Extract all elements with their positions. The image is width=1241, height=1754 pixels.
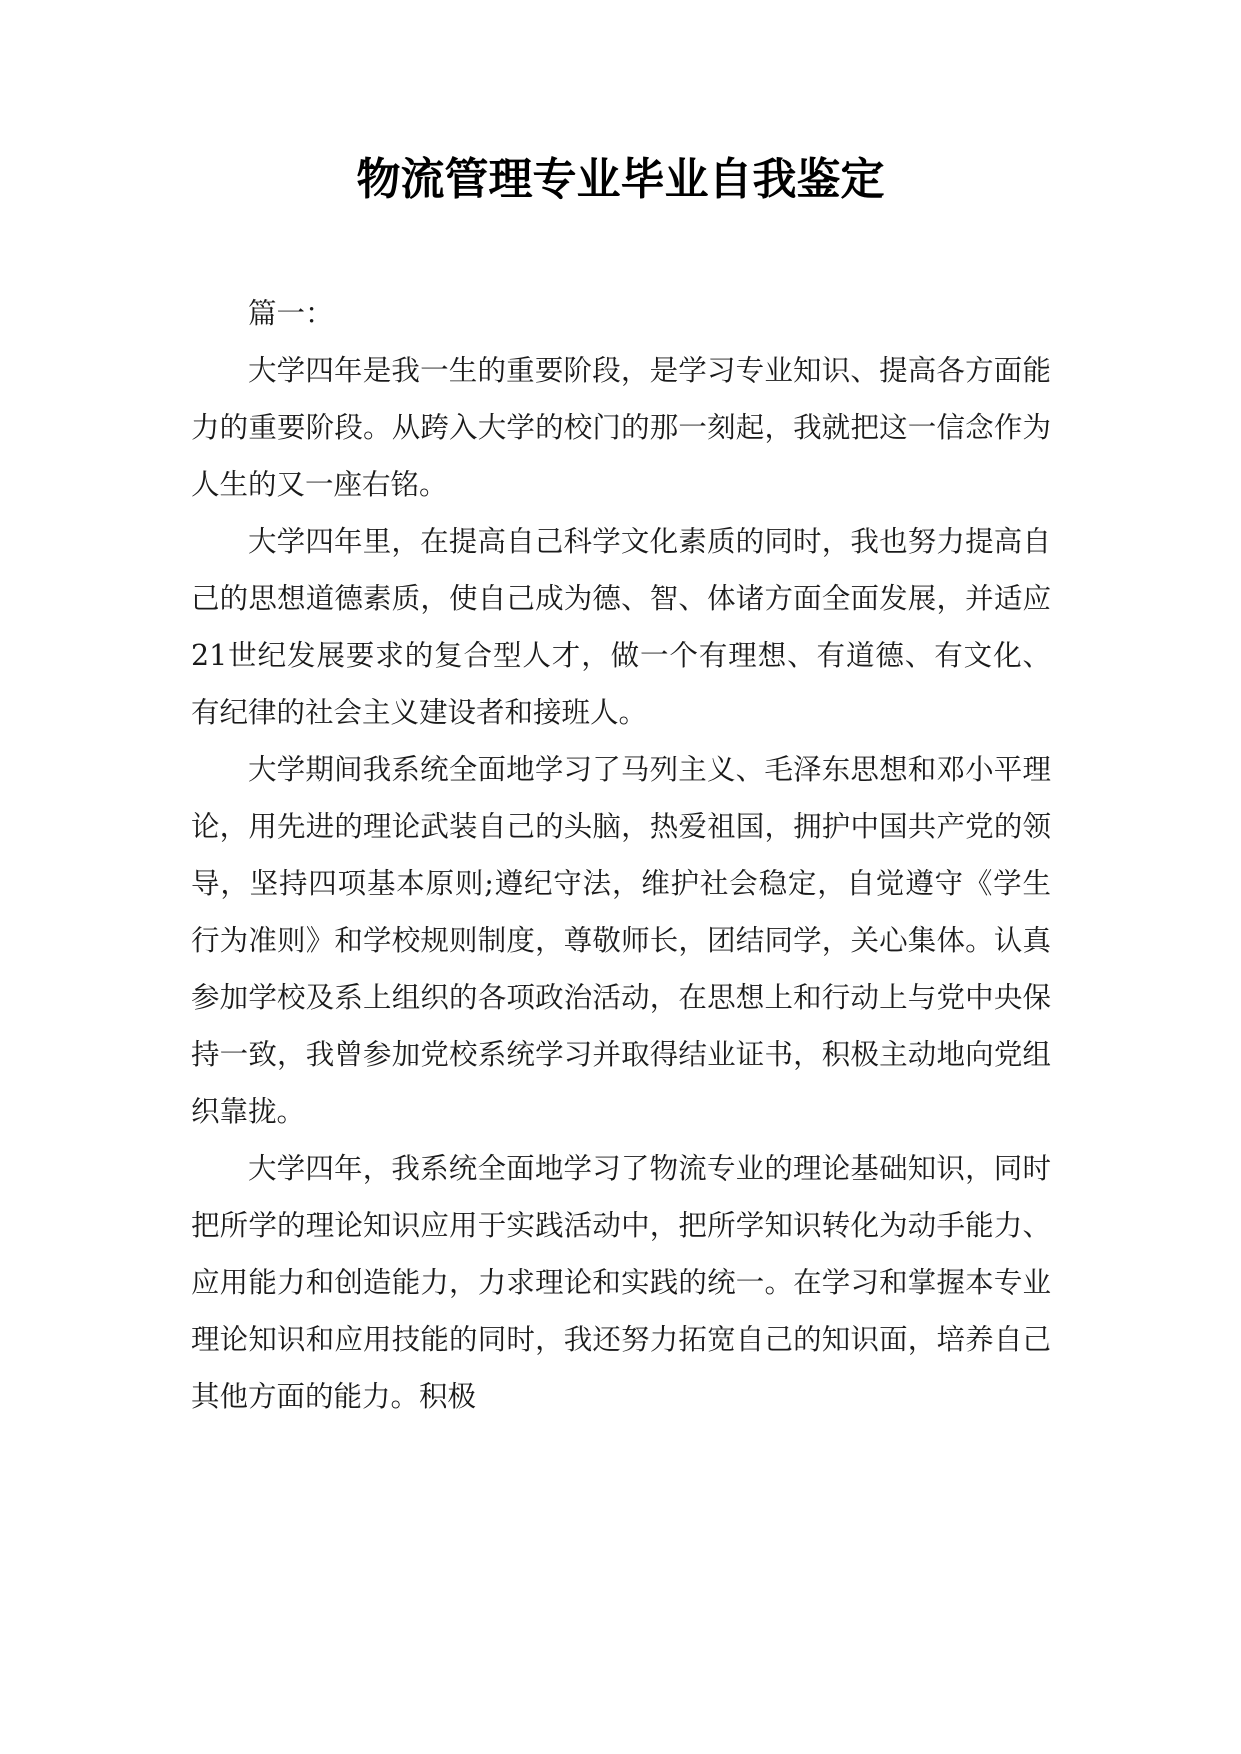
section-heading: 篇一：: [248, 297, 334, 330]
paragraph: 大学四年，我系统全面地学习了物流专业的理论基础知识，同时把所学的理论知识应用于实践活动中，把所学知识转化为动手能力、应用能力和创造能力，力求理论和实践的统一。在学习和掌握本专业理论知识和应用技能的同时，我还努力拓宽自己的知识面，培养自己其他方面的能力。积极: [191, 1152, 1051, 1413]
paragraph: 大学四年里，在提高自己科学文化素质的同时，我也努力提高自己的思想道德素质，使自己成为德、智、体诸方面全面发展，并适应21世纪发展要求的复合型人才，做一个有理想、有道德、有文化、有纪律的社会主义建设者和接班人。: [191, 525, 1051, 729]
paragraph: 大学四年是我一生的重要阶段，是学习专业知识、提高各方面能力的重要阶段。从跨入大学的校门的那一刻起，我就把这一信念作为人生的又一座右铭。: [191, 354, 1051, 501]
paragraph: 大学期间我系统全面地学习了马列主义、毛泽东思想和邓小平理论，用先进的理论武装自己的头脑，热爱祖国，拥护中国共产党的领导，坚持四项基本原则;遵纪守法，维护社会稳定，自觉遵守《学生行为准则》和学校规则制度，尊敬师长，团结同学，关心集体。认真参加学校及系上组织的各项政治活动，在思想上和行动上与党中央保持一致，我曾参加党校系统学习并取得结业证书，积极主动地向党组织靠拢。: [191, 753, 1051, 1128]
document-title: 物流管理专业毕业自我鉴定: [356, 154, 885, 205]
document-body: [191, 285, 1051, 1425]
